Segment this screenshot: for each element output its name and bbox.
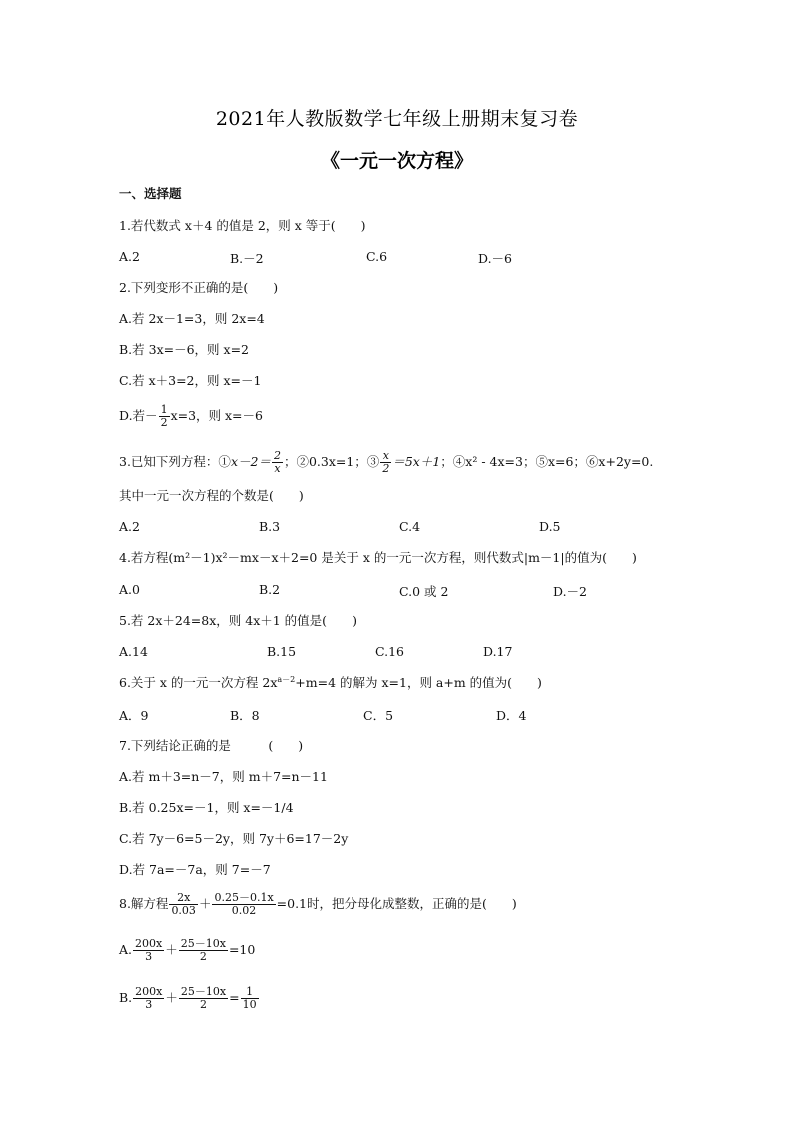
q6-option-b: B．8	[230, 708, 260, 723]
fraction: $\frac{25-10x}{2}$	[180, 985, 227, 1011]
question-2: 2.下列变形不正确的是( )	[119, 280, 279, 295]
q4-option-b: B.2	[259, 582, 281, 597]
q2-option-b: B.若 3x=－6，则 x=2	[119, 342, 250, 357]
q4-option-c: C.0 或 2	[399, 584, 449, 599]
question-7: 7.下列结论正确的是 ( )	[119, 738, 304, 753]
q2-option-a: A.若 2x－1=3，则 2x=4	[119, 311, 265, 326]
q8-option-a: A. $\frac{200x}{3}$ ＋ $\frac{25-10x}{2}$ =10	[119, 937, 256, 963]
fraction: $\frac{0.25-0.1x}{0.02}$	[214, 891, 274, 917]
q1-option-a: A.2	[119, 249, 140, 264]
fraction: $\frac{200x}{3}$	[135, 937, 163, 963]
q6-option-d: D．4	[496, 708, 527, 723]
q7-option-a: A.若 m＋3=n－7，则 m＋7=n－11	[119, 769, 328, 784]
q5-option-b: B.15	[267, 644, 297, 659]
fraction: $\frac{25-10x}{2}$	[180, 937, 226, 963]
q7-option-b: B.若 0.25x=－1，则 x=－1/4	[119, 800, 294, 815]
fraction: $\frac{2}{x}$	[273, 449, 281, 475]
page-subtitle: 《一元一次方程》	[320, 150, 473, 172]
q2-option-d: D.若－ $\frac{1}{2}$ x=3，则 x=－6	[119, 403, 263, 429]
question-3: 3.已知下列方程：①x－2＝ $\frac{2}{x}$ ；②0.3x=1；③ $\frac{x}{2}$ ＝5x＋1；④x² - 4x=3；⑤x=6；⑥x+2y=0.	[119, 449, 654, 475]
page-title: 2021年人教版数学七年级上册期末复习卷	[215, 108, 579, 130]
q4-option-a: A.0	[119, 582, 140, 597]
fraction: $\frac{200x}{3}$	[135, 985, 163, 1011]
q5-option-a: A.14	[119, 644, 148, 659]
q1-option-d: D.－6	[478, 251, 513, 266]
q5-option-d: D.17	[483, 644, 513, 659]
q3-option-b: B.3	[259, 519, 281, 534]
fraction: $\frac{x}{2}$	[382, 449, 390, 475]
q1-option-c: C.6	[366, 249, 388, 264]
q3-option-c: C.4	[399, 519, 421, 534]
question-1: 1.若代数式 x＋4 的值是 2，则 x 等于( )	[119, 218, 366, 233]
question-5: 5.若 2x＋24=8x，则 4x＋1 的值是( )	[119, 613, 357, 628]
fraction: $\frac{1}{2}$	[160, 403, 168, 429]
q3-option-a: A.2	[119, 519, 140, 534]
question-3-line2: 其中一元一次方程的个数是( )	[119, 488, 304, 503]
q4-option-d: D.－2	[553, 584, 588, 599]
q8-option-b: B. $\frac{200x}{3}$ ＋ $\frac{25-10x}{2}$ = $\frac{1}{10}$	[119, 985, 257, 1011]
q3-option-d: D.5	[539, 519, 561, 534]
q7-option-c: C.若 7y－6=5－2y，则 7y＋6=17－2y	[119, 831, 349, 846]
question-6: 6.关于 x 的一元一次方程 $2x^{a-2}+m=4$ 的解为 x=1，则 a+m 的值为( )	[119, 674, 542, 690]
fraction: $\frac{2x}{0.03}$	[171, 891, 196, 917]
q7-option-d: D.若 7a=－7a，则 7=－7	[119, 862, 271, 877]
question-8: 8.解方程 $\frac{2x}{0.03}$ ＋ $\frac{0.25-0.1x}{0.02}$ =0.1时，把分母化成整数，正确的是( )	[119, 891, 517, 917]
q1-option-b: B.－2	[230, 251, 264, 266]
q5-option-c: C.16	[375, 644, 404, 659]
question-4: 4.若方程(m²－1)x²－mx－x＋2=0 是关于 x 的一元一次方程，则代数式|m－1|的值为( )	[119, 550, 637, 565]
q6-option-a: A．9	[119, 708, 149, 723]
q6-option-c: C．5	[363, 708, 394, 723]
q2-option-c: C.若 x＋3=2，则 x=－1	[119, 373, 262, 388]
section-heading: 一、选择题	[119, 186, 182, 201]
fraction: $\frac{1}{10}$	[242, 985, 257, 1011]
